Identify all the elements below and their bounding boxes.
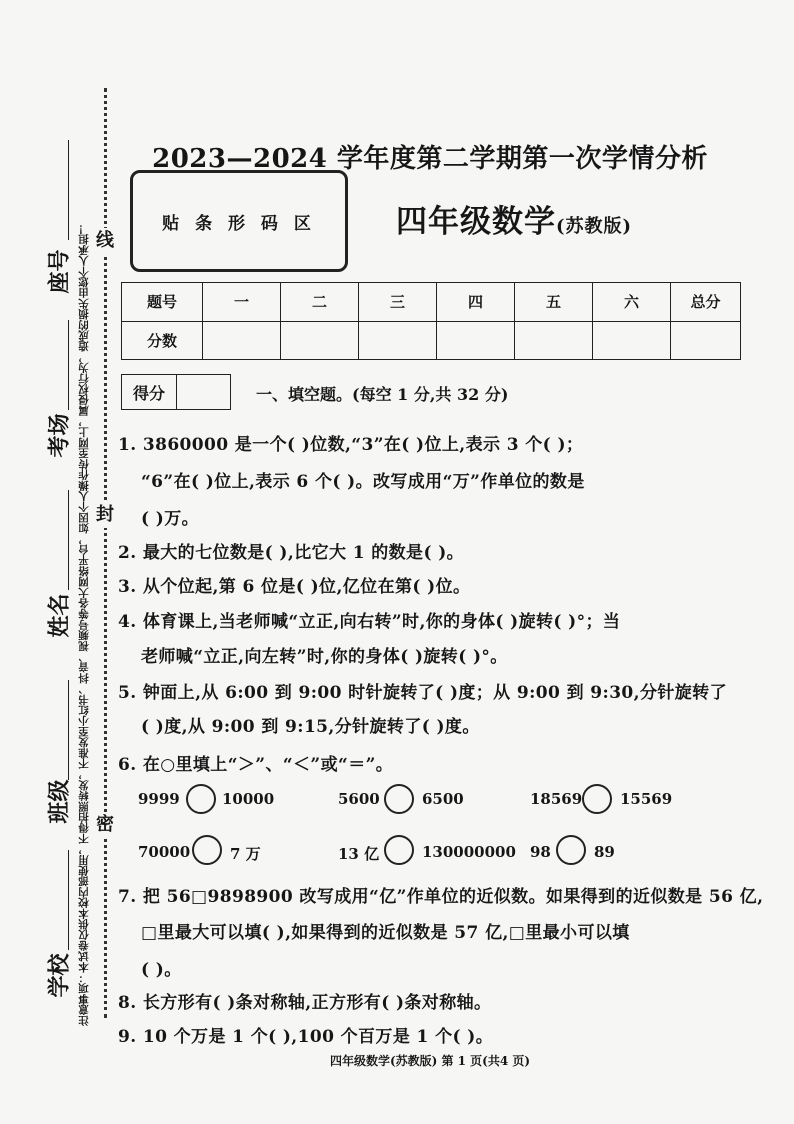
question-3: 3. 从个位起,第 6 位是( )位,亿位在第( )位。	[118, 577, 471, 597]
question-2: 2. 最大的七位数是( ),比它大 1 的数是( )。	[118, 543, 465, 563]
score-cell-1: 一	[203, 283, 281, 322]
compare-1-left: 9999	[138, 790, 180, 808]
score-table-score-row	[122, 321, 741, 360]
school-label: 学校	[46, 953, 73, 998]
compare-5-right: 130000000	[422, 843, 516, 861]
score-row-label: 分数	[122, 321, 203, 360]
compare-1-circle[interactable]	[186, 784, 216, 814]
compare-4-right: 7 万	[230, 845, 261, 863]
compare-2-circle[interactable]	[384, 784, 414, 814]
score-cell-total: 总分	[671, 283, 741, 322]
score-input-2[interactable]	[281, 321, 359, 360]
notice-text: 注意事项：本试卷仅供本校内部使用，不得拍照转发，不准发至小红书、抖音、视频号等各大网络平台，如因个人操作传至网上，属侵权行为，造成的损失由您个人承担！	[78, 223, 90, 1026]
score-cell-6: 六	[593, 283, 671, 322]
subject-title	[396, 196, 632, 241]
question-8: 8. 长方形有( )条对称轴,正方形有( )条对称轴。	[118, 993, 492, 1013]
class-line	[68, 680, 69, 780]
question-1-line-1: 1. 3860000 是一个( )位数,“3”在( )位上,表示 3 个( )；	[118, 435, 584, 455]
name-label: 姓名	[46, 593, 73, 638]
compare-4-left: 70000	[138, 843, 191, 861]
question-1-line-3: ( )万。	[141, 509, 200, 529]
question-6: 6. 在○里填上“＞”、“＜”或“＝”。	[118, 755, 394, 775]
question-7-line-2: □里最大可以填( ),如果得到的近似数是 57 亿,□里最小可以填	[141, 923, 630, 943]
section-score-box	[121, 374, 231, 410]
score-input-6[interactable]	[593, 321, 671, 360]
seal-char-secret: 密	[92, 812, 118, 838]
exam-room-line	[68, 320, 69, 410]
score-table-header-row	[122, 283, 741, 322]
compare-5-circle[interactable]	[384, 835, 414, 865]
page-footer: 四年级数学(苏教版) 第 1 页(共4 页)	[329, 1054, 531, 1068]
score-input-total[interactable]	[671, 321, 741, 360]
score-cell-3: 三	[359, 283, 437, 322]
compare-3-left: 18569	[530, 790, 583, 808]
score-cell-question-no: 题号	[122, 283, 203, 322]
exam-title: 2023—2024 学年度第二学期第一次学情分析	[152, 144, 708, 174]
section-score-label: 得分	[122, 375, 177, 409]
score-table	[121, 282, 741, 360]
compare-1-right: 10000	[222, 790, 275, 808]
seal-char-seal: 封	[92, 502, 118, 528]
seat-number-label: 座号	[46, 249, 73, 294]
compare-3-right: 15569	[620, 790, 673, 808]
score-cell-4: 四	[437, 283, 515, 322]
name-line	[68, 490, 69, 590]
barcode-area	[130, 170, 348, 272]
score-cell-5: 五	[515, 283, 593, 322]
compare-2-right: 6500	[422, 790, 464, 808]
score-cell-2: 二	[281, 283, 359, 322]
compare-4-circle[interactable]	[192, 835, 222, 865]
section-heading: 一、填空题。(每空 1 分,共 32 分)	[256, 385, 509, 404]
score-input-3[interactable]	[359, 321, 437, 360]
score-input-5[interactable]	[515, 321, 593, 360]
compare-3-circle[interactable]	[582, 784, 612, 814]
question-9: 9. 10 个万是 1 个( ),100 个百万是 1 个( )。	[118, 1027, 494, 1047]
seat-number-line	[68, 140, 69, 240]
compare-6-left: 98	[530, 843, 551, 861]
compare-6-right: 89	[594, 843, 615, 861]
question-5-line-1: 5. 钟面上,从 6:00 到 9:00 时针旋转了( )度；从 9:00 到 9:30,分针旋转了	[118, 683, 727, 703]
score-input-1[interactable]	[203, 321, 281, 360]
question-1-line-2: “6”在( )位上,表示 6 个( )。改写成用“万”作单位的数是	[141, 472, 585, 492]
edition-label: (苏教版)	[556, 216, 633, 237]
class-label: 班级	[46, 779, 73, 824]
question-7-line-1: 7. 把 56□9898900 改写成用“亿”作单位的近似数。如果得到的近似数是 56 亿,	[118, 887, 764, 907]
question-7-line-3: ( )。	[141, 960, 182, 980]
compare-6-circle[interactable]	[556, 835, 586, 865]
school-line	[68, 850, 69, 950]
exam-room-label: 考场	[46, 413, 73, 458]
compare-2-left: 5600	[338, 790, 380, 808]
seal-char-line: 线	[92, 228, 118, 254]
section-score-input[interactable]	[177, 375, 230, 409]
question-4-line-2: 老师喊“立正,向左转”时,你的身体( )旋转( )°。	[141, 647, 508, 667]
barcode-label: 贴 条 形 码 区	[162, 213, 316, 234]
question-4-line-1: 4. 体育课上,当老师喊“立正,向右转”时,你的身体( )旋转( )°；当	[118, 612, 621, 632]
subject-name: 四年级数学	[396, 204, 556, 240]
question-5-line-2: ( )度,从 9:00 到 9:15,分针旋转了( )度。	[141, 717, 480, 737]
score-input-4[interactable]	[437, 321, 515, 360]
compare-5-left: 13 亿	[338, 845, 380, 863]
